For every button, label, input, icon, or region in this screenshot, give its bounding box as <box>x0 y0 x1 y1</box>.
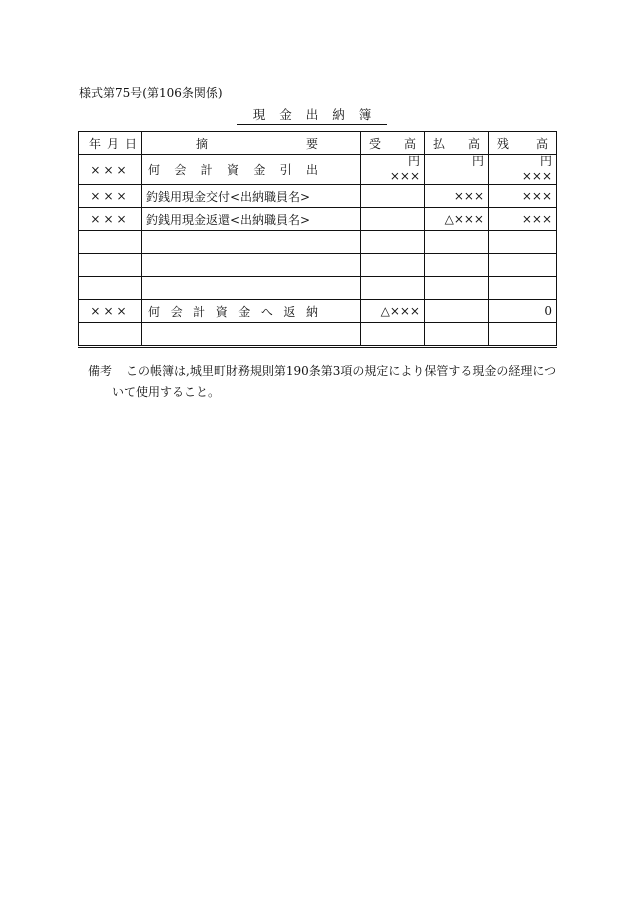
header-summary-b: 要 <box>305 136 318 151</box>
yen-unit: 円 <box>539 154 552 168</box>
summary-char: 金 <box>253 163 266 177</box>
header-date: 年月日 <box>79 132 142 155</box>
empty-cell <box>79 254 142 277</box>
summary-char: 何 <box>148 304 161 319</box>
yen-unit: 円 <box>471 154 484 168</box>
table-row <box>79 300 557 323</box>
summary-char: 金 <box>238 304 251 319</box>
empty-cell <box>79 277 142 300</box>
row-paid <box>425 300 489 323</box>
remarks <box>88 361 558 403</box>
header-summary <box>142 132 361 155</box>
row-paid <box>425 155 489 185</box>
row-summary <box>142 155 361 185</box>
summary-char: 会 <box>170 304 183 319</box>
row-balance: 0 <box>489 300 557 323</box>
summary-char: 出 <box>305 163 318 177</box>
row-received <box>361 155 425 185</box>
row-date: ××× <box>79 155 142 185</box>
header-balance-b: 高 <box>535 136 548 151</box>
header-received <box>361 132 425 155</box>
summary-char: 計 <box>200 163 213 177</box>
table-row <box>79 208 557 231</box>
header-received-a: 受 <box>369 136 382 151</box>
remarks-text-2: いて使用すること。 <box>112 385 221 399</box>
row-balance <box>489 155 557 185</box>
summary-char: 返 <box>283 304 296 319</box>
summary-char: 引 <box>279 163 292 177</box>
empty-cell <box>361 323 425 347</box>
header-balance-a: 残 <box>497 136 510 151</box>
summary-char: へ <box>260 304 273 319</box>
received-value: ××× <box>389 169 420 183</box>
remarks-text-1: この帳簿は,城里町財務規則第190条第3項の規定により保管する現金の経理につ <box>126 364 557 378</box>
summary-char: 資 <box>215 304 228 319</box>
row-received <box>361 208 425 231</box>
row-balance: ××× <box>489 185 557 208</box>
summary-char: 資 <box>226 163 239 177</box>
row-balance: ××× <box>489 208 557 231</box>
header-paid-a: 払 <box>433 136 446 151</box>
empty-cell <box>489 323 557 347</box>
row-summary <box>142 300 361 323</box>
row-paid: △××× <box>425 208 489 231</box>
empty-cell <box>361 254 425 277</box>
empty-cell <box>79 323 142 347</box>
summary-char: 納 <box>305 304 318 319</box>
page-title: 現金出納簿 <box>237 105 387 125</box>
empty-cell <box>142 323 361 347</box>
row-summary: 釣銭用現金交付<出納職員名> <box>142 185 361 208</box>
empty-cell <box>361 231 425 254</box>
empty-cell <box>425 231 489 254</box>
form-number: 様式第75号(第106条関係) <box>79 86 223 100</box>
header-summary-a: 摘 <box>196 136 209 151</box>
empty-cell <box>79 231 142 254</box>
empty-cell <box>489 231 557 254</box>
empty-cell <box>425 254 489 277</box>
empty-cell <box>425 323 489 347</box>
empty-cell <box>425 277 489 300</box>
empty-cell <box>142 231 361 254</box>
table-row-empty <box>79 323 557 347</box>
header-paid-b: 高 <box>467 136 480 151</box>
header-paid <box>425 132 489 155</box>
empty-cell <box>361 277 425 300</box>
table-row-empty <box>79 254 557 277</box>
header-received-b: 高 <box>403 136 416 151</box>
row-date: ××× <box>79 208 142 231</box>
yen-unit: 円 <box>407 154 420 168</box>
empty-cell <box>142 254 361 277</box>
row-date: ××× <box>79 300 142 323</box>
summary-char: 会 <box>174 163 187 177</box>
table-row-empty <box>79 277 557 300</box>
cash-ledger-table <box>78 131 557 348</box>
row-paid: ××× <box>425 185 489 208</box>
table-row-empty <box>79 231 557 254</box>
row-summary: 釣銭用現金返還<出納職員名> <box>142 208 361 231</box>
summary-char: 何 <box>148 163 161 177</box>
row-date: ××× <box>79 185 142 208</box>
empty-cell <box>142 277 361 300</box>
remarks-label: 備考 <box>88 364 113 378</box>
remarks-line-1 <box>88 361 558 382</box>
header-balance <box>489 132 557 155</box>
row-received: △××× <box>361 300 425 323</box>
empty-cell <box>489 277 557 300</box>
row-received <box>361 185 425 208</box>
table-header-row <box>79 132 557 155</box>
balance-value: ××× <box>521 169 552 183</box>
table-row <box>79 155 557 185</box>
table-row <box>79 185 557 208</box>
empty-cell <box>489 254 557 277</box>
summary-char: 計 <box>193 304 206 319</box>
